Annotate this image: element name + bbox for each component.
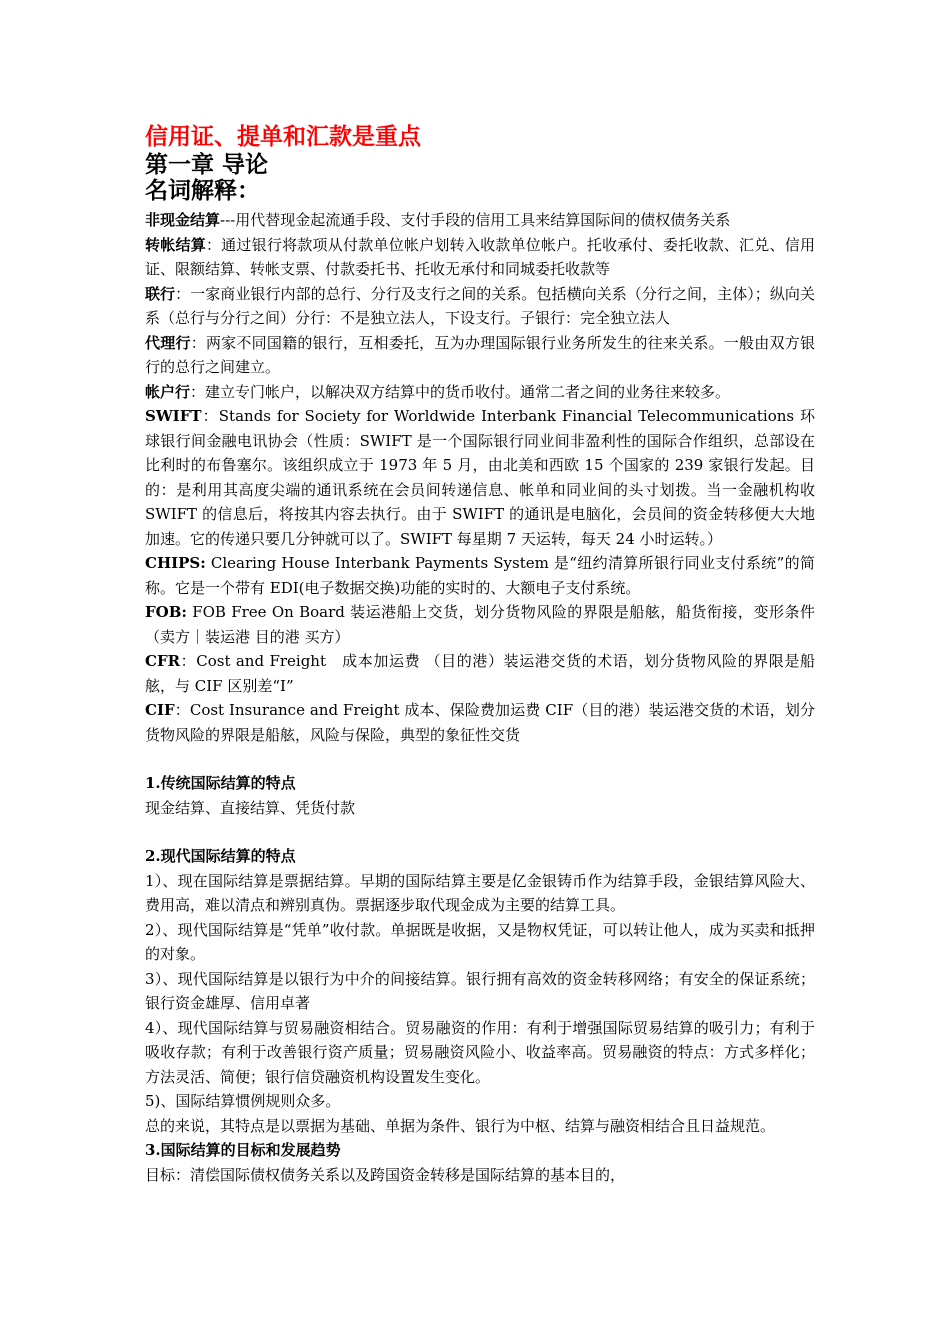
term-entry bbox=[145, 233, 815, 282]
term-label: 转帐结算 bbox=[145, 235, 206, 254]
term-separator: ： bbox=[205, 235, 222, 254]
term-entry bbox=[145, 380, 815, 405]
term-separator: ： bbox=[180, 652, 197, 670]
list-item: 1）、现在国际结算是票据结算。早期的国际结算主要是亿金银铸币作为结算手段，金银结算风险大、费用高，难以清点和辨别真伪。票据逐步取代现金成为主要的结算工具。 bbox=[145, 871, 815, 914]
spacer bbox=[145, 820, 815, 844]
term-label: 代理行 bbox=[145, 333, 191, 352]
section-title: 2.现代国际结算的特点 bbox=[145, 847, 296, 865]
term-definition: Clearing House Interbank Payments System 是“纽约清算所银行同业支付系统”的简称。它是一个带有 EDI(电子数据交换)功能的实时的、大额电子支付系统。 bbox=[145, 554, 815, 597]
term-list bbox=[145, 208, 815, 747]
term-entry bbox=[145, 551, 815, 600]
term-label: FOB: bbox=[145, 603, 187, 621]
term-separator: --- bbox=[220, 211, 236, 229]
list-item: 4）、现代国际结算与贸易融资相结合。贸易融资的作用：有利于增强国际贸易结算的吸引力；有利于吸收存款；有利于改善银行资产质量；贸易融资风险小、收益率高。贸易融资的特点：方式多样化；方法灵活、简便；银行信贷融资机构设置发生变化。 bbox=[145, 1018, 815, 1086]
section-body: 现金结算、直接结算、凭货付款 bbox=[145, 798, 356, 817]
spacer bbox=[145, 747, 815, 771]
section-traditional bbox=[145, 771, 815, 820]
term-definition: FOB Free On Board 装运港船上交货，划分货物风险的界限是船舷，船货衔接，变形条件 （卖方｜装运港 目的港 买方） bbox=[145, 603, 815, 646]
term-entry bbox=[145, 404, 815, 551]
term-definition: Cost and Freight 成本加运费 （目的港）装运港交货的术语，划分货物风险的界限是船舷，与 CIF 区别差“I” bbox=[145, 652, 815, 695]
term-separator: ： bbox=[175, 284, 191, 303]
term-definition: 两家不同国籍的银行，互相委托，互为办理国际银行业务所发生的往来关系。一般由双方银行的总行之间建立。 bbox=[145, 333, 815, 376]
term-definition: 一家商业银行内部的总行、分行及支行之间的关系。包括横向关系（分行之间，主体）；纵向关系（总行与分行之间）分行：不是独立法人，下设支行。子银行：完全独立法人 bbox=[145, 284, 815, 327]
term-label: 帐户行 bbox=[145, 382, 191, 401]
term-separator: ： bbox=[190, 333, 206, 352]
term-label: CIF bbox=[145, 701, 175, 719]
term-definition: 通过银行将款项从付款单位帐户划转入收款单位帐户。托收承付、委托收款、汇兑、信用证、限额结算、转帐支票、付款委托书、托收无承付和同城委托收款等 bbox=[145, 235, 815, 278]
term-label: SWIFT bbox=[145, 407, 202, 425]
term-entry bbox=[145, 282, 815, 331]
list-item: 5)、国际结算惯例规则众多。 bbox=[145, 1092, 341, 1110]
term-entry bbox=[145, 698, 815, 747]
section-modern bbox=[145, 844, 815, 1138]
list-item: 2）、现代国际结算是“凭单”收付款。单据既是收据，又是物权凭证，可以转让他人，成为买卖和抵押的对象。 bbox=[145, 920, 815, 963]
term-definition: 用代替现金起流通手段、支付手段的信用工具来结算国际间的债权债务关系 bbox=[235, 211, 731, 229]
term-entry bbox=[145, 649, 815, 698]
term-separator: ： bbox=[174, 701, 190, 719]
term-definition: Cost Insurance and Freight 成本、保险费加运费 CIF（目的港）装运港交货的术语，划分货物风险的界限是船舷，风险与保险，典型的象征性交货 bbox=[145, 701, 815, 744]
section-title: 1.传统国际结算的特点 bbox=[145, 774, 296, 792]
document-title: 信用证、提单和汇款是重点 bbox=[145, 123, 421, 150]
term-label: CFR bbox=[145, 652, 181, 670]
list-item: 3）、现代国际结算是以银行为中介的间接结算。银行拥有高效的资金转移网络；有安全的保证系统；银行资金雄厚、信用卓著 bbox=[145, 969, 815, 1012]
section-title: 3.国际结算的目标和发展趋势 bbox=[145, 1141, 341, 1159]
term-label: 非现金结算 bbox=[145, 211, 221, 229]
term-label: 联行 bbox=[145, 284, 176, 303]
term-separator: ： bbox=[190, 382, 206, 401]
terms-heading: 名词解释： bbox=[145, 177, 260, 204]
section-goals bbox=[145, 1138, 815, 1187]
section-body: 目标：清偿国际债权债务关系以及跨国资金转移是国际结算的基本目的， bbox=[145, 1165, 626, 1184]
term-separator: ： bbox=[201, 407, 219, 425]
term-entry bbox=[145, 600, 815, 649]
document-page bbox=[145, 122, 815, 1187]
term-entry bbox=[145, 331, 815, 380]
chapter-heading: 第一章 导论 bbox=[145, 151, 269, 178]
term-entry bbox=[145, 208, 815, 233]
term-definition: 建立专门帐户，以解决双方结算中的货币收付。通常二者之间的业务往来较多。 bbox=[205, 382, 731, 401]
term-definition: Stands for Society for Worldwide Interbank Financial Telecommunications 环球银行间金融电讯协会（性质：SWIFT 是一个国际银行同业间非盈利性的国际合作组织，总部设在比利时的布鲁塞尔。该组织成立于 1973 年 5 月，由北美和西欧 15 个国家的 239 家银行发起。目的：是利用其高度尖端的通讯系统在会员间转递信息、帐单和同业间的头寸划拨。当一金融机构收 SWIFT 的信息后，将按其内容去执行。由于 SWIFT 的通讯是电脑化，会员间的资金转移便大大地加速。它的传递只要几分钟就可以了。SWIFT 每星期 7 天运转，每天 24 小时运转。） bbox=[145, 407, 815, 548]
summary-text: 总的来说，其特点是以票据为基础、单据为条件、银行为中枢、结算与融资相结合且日益规范。 bbox=[145, 1116, 776, 1135]
term-label: CHIPS: bbox=[145, 554, 206, 572]
